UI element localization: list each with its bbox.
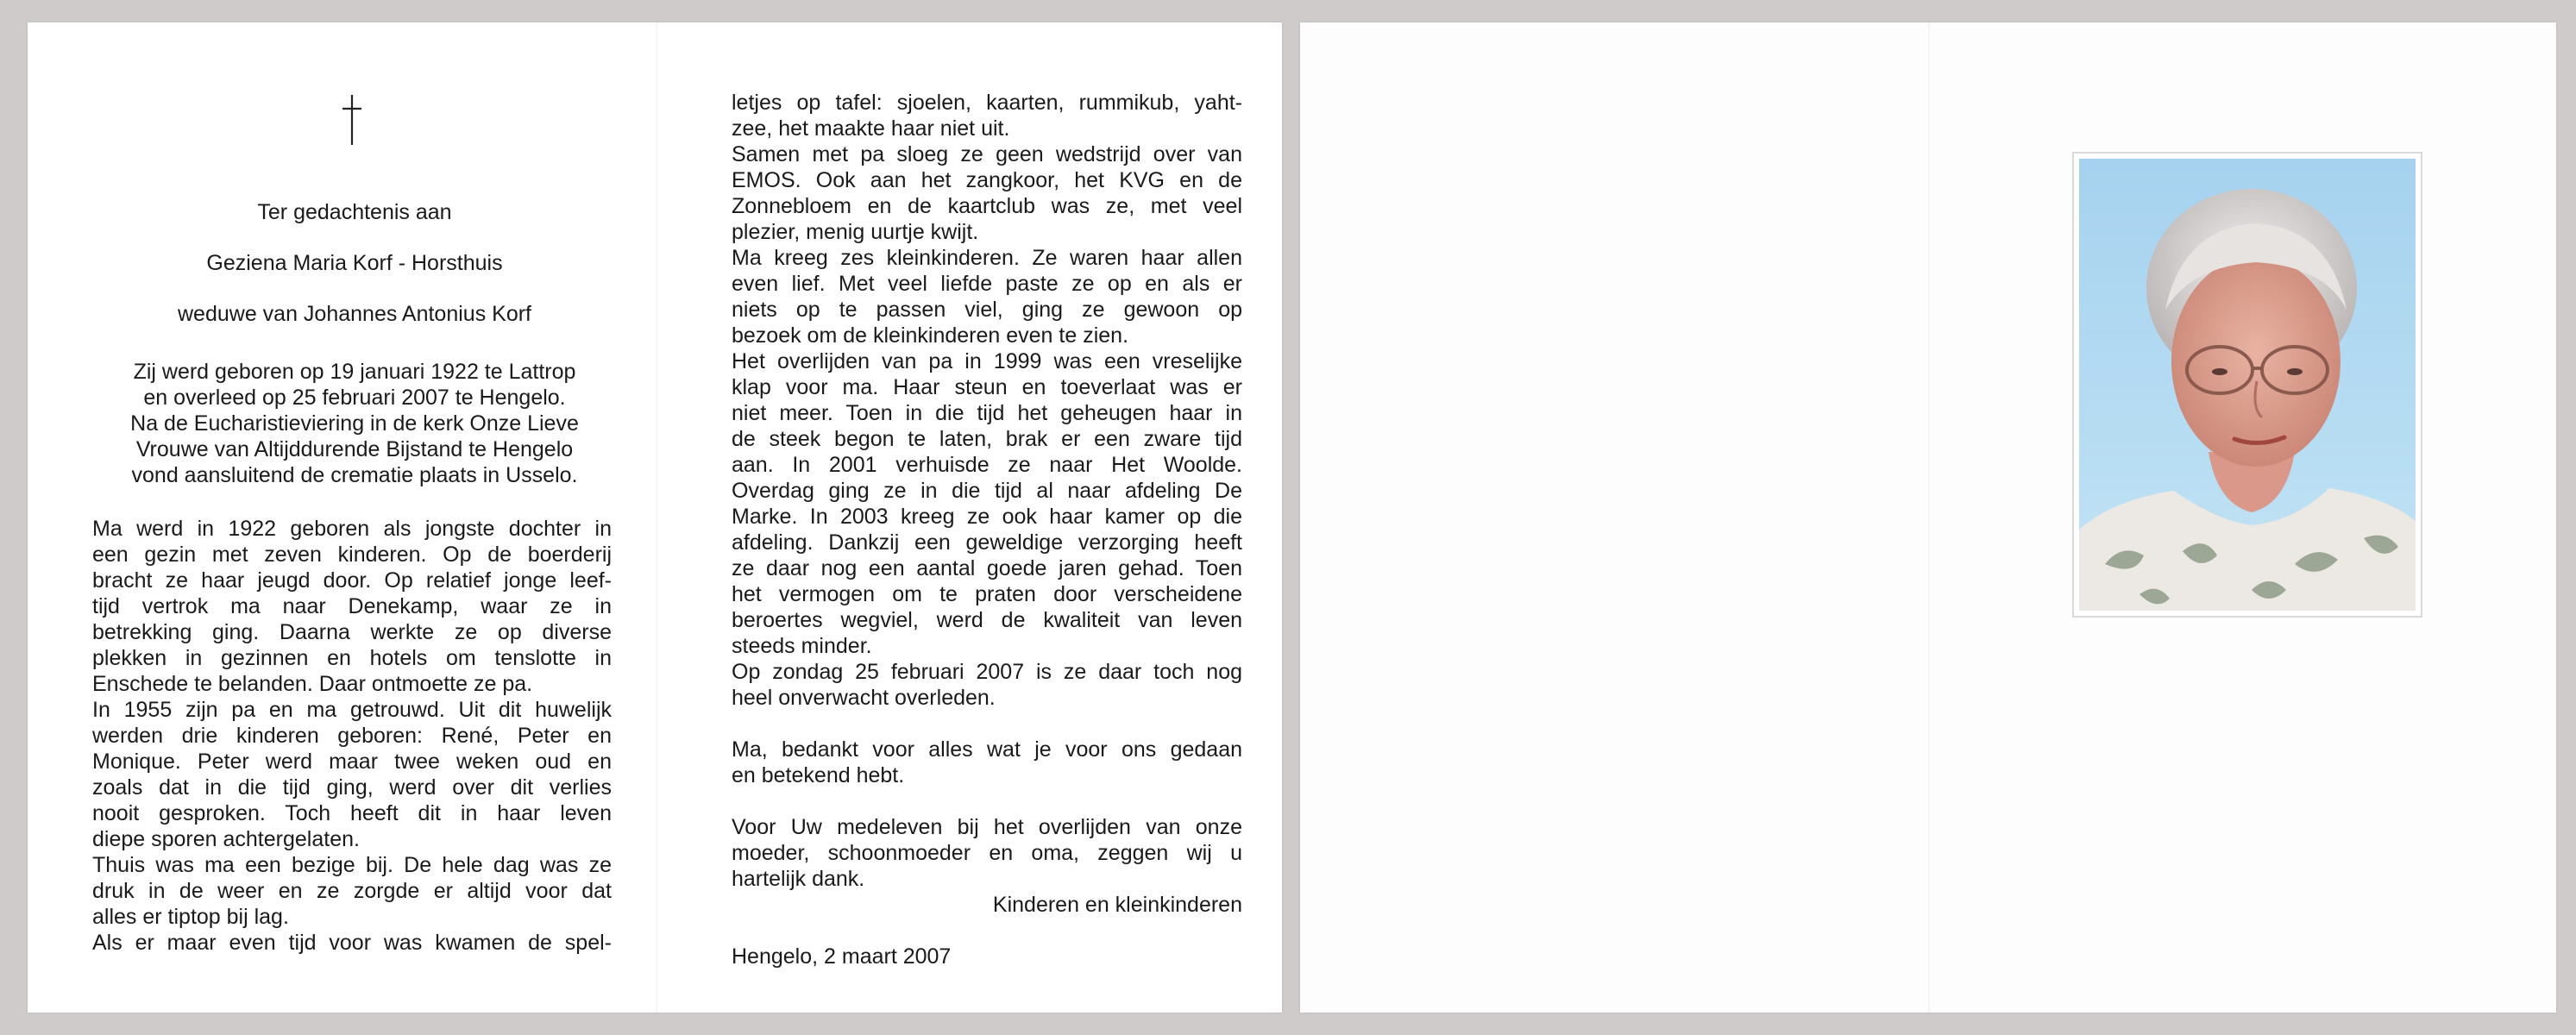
text-line: heel onverwacht overleden. [732, 686, 996, 710]
place-date: Hengelo, 2 maart 2007 [732, 944, 952, 969]
text-line: Enschede te belanden. Daar ontmoette ze pa. [92, 672, 533, 696]
life-story-right [732, 90, 1242, 969]
text-line: Het overlijden van pa in 1999 was een vreselijke [732, 349, 1242, 373]
fold-line [656, 22, 657, 1013]
card-inside-sheet [28, 22, 1282, 1013]
gratitude-line: hartelijk dank. [732, 867, 865, 891]
text-line: Ma werd in 1922 geboren als jongste dochter in [92, 517, 612, 541]
text-line: plezier, menig uurtje kwijt. [732, 220, 979, 244]
text-line: werden drie kinderen geboren: René, Peter en [92, 724, 612, 748]
birth-death-details [97, 359, 613, 488]
text-line: vond aansluitend de crematie plaats in Usselo. [131, 463, 578, 487]
text-line: Overdag ging ze in die tijd al naar afdeling De [732, 479, 1242, 503]
card-cover-sheet [1300, 22, 2556, 1013]
text-line: en overleed op 25 februari 2007 te Hengelo. [143, 386, 566, 410]
life-story-left [92, 516, 612, 956]
signature: Kinderen en kleinkinderen [992, 893, 1242, 917]
text-line: zoals dat in die tijd ging, werd over dit verlies [92, 775, 612, 800]
text-line: diepe sporen achtergelaten. [92, 827, 360, 851]
text-line: Zij werd geboren op 19 januari 1922 te Lattrop [133, 360, 576, 384]
memorial-header [97, 199, 613, 352]
text-line: bracht ze haar jeugd door. Op relatief jonge leef- [92, 568, 612, 593]
text-line: niets op te passen viel, ging ze gewoon op [732, 298, 1242, 322]
text-line: Na de Eucharistieviering in de kerk Onze Lieve [130, 411, 579, 436]
text-line: alles er tiptop bij lag. [92, 905, 289, 929]
portrait-frame [2072, 152, 2422, 618]
portrait-photo [2079, 159, 2416, 611]
text-line: letjes op tafel: sjoelen, kaarten, rummikub, yaht- [732, 91, 1242, 115]
gratitude-line: moeder, schoonmoeder en oma, zeggen wij u [732, 841, 1242, 865]
text-line: Samen met pa sloeg ze geen wedstrijd over van [732, 142, 1242, 166]
text-line: even lief. Met veel liefde paste ze op en als er [732, 272, 1242, 296]
text-line: EMOS. Ook aan het zangkoor, het KVG en de [732, 168, 1242, 192]
text-line: In 1955 zijn pa en ma getrouwd. Uit dit huwelijk [92, 698, 612, 722]
text-line: klap voor ma. Haar steun en toeverlaat was er [732, 375, 1242, 399]
text-line: bezoek om de kleinkinderen even te zien. [732, 323, 1129, 348]
text-line: Monique. Peter werd maar twee weken oud en [92, 750, 612, 774]
fold-line [1928, 22, 1930, 1013]
text-line: Zonnebloem en de kaartclub was ze, met veel [732, 194, 1242, 218]
text-line: niet meer. Toen in die tijd het geheugen haar in [732, 401, 1242, 425]
text-line: Vrouwe van Altijddurende Bijstand te Hengelo [135, 437, 574, 461]
text-line: Ma kreeg zes kleinkinderen. Ze waren haar allen [732, 246, 1242, 270]
text-line: betrekking ging. Daarna werkte ze op diverse [92, 620, 612, 644]
text-line: het vermogen om te praten door verscheidene [732, 582, 1242, 606]
thanks-line: Ma, bedankt voor alles wat je voor ons gedaan [732, 737, 1242, 762]
cross-icon [338, 93, 366, 147]
text-line: aan. In 2001 verhuisde ze naar Het Woolde. [732, 453, 1242, 477]
text-line: plekken in gezinnen en hotels om tenslotte in [92, 646, 612, 670]
text-line: Als er maar even tijd voor was kwamen de spel- [92, 931, 612, 955]
text-line: een gezin met zeven kinderen. Op de boerderij [92, 543, 612, 567]
text-line: zee, het maakte haar niet uit. [732, 116, 1010, 141]
gratitude-line: Voor Uw medeleven bij het overlijden van onze [732, 815, 1242, 839]
text-line: Thuis was ma een bezige bij. De hele dag was ze [92, 853, 612, 877]
text-line: Marke. In 2003 kreeg ze ook haar kamer op die [732, 505, 1242, 529]
deceased-name: Geziena Maria Korf - Horsthuis [206, 251, 503, 275]
text-line: afdeling. Dankzij een geweldige verzorging heeft [732, 530, 1242, 555]
widow-of: weduwe van Johannes Antonius Korf [178, 302, 531, 326]
text-line: tijd vertrok ma naar Denekamp, waar ze in [92, 594, 612, 618]
thanks-line: en betekend hebt. [732, 763, 905, 787]
text-line: nooit gesproken. Toch heeft dit in haar leven [92, 801, 612, 825]
text-line: de steek begon te laten, brak er een zware tijd [732, 427, 1242, 451]
text-line: druk in de weer en ze zorgde er altijd voor dat [92, 879, 612, 903]
text-line: Op zondag 25 februari 2007 is ze daar toch nog [732, 660, 1242, 684]
text-line: ze daar nog een aantal goede jaren gehad. Toen [732, 556, 1242, 580]
text-line: steeds minder. [732, 634, 872, 658]
memorial-heading: Ter gedachtenis aan [257, 200, 452, 224]
text-line: beroertes wegviel, werd de kwaliteit van leven [732, 608, 1242, 632]
